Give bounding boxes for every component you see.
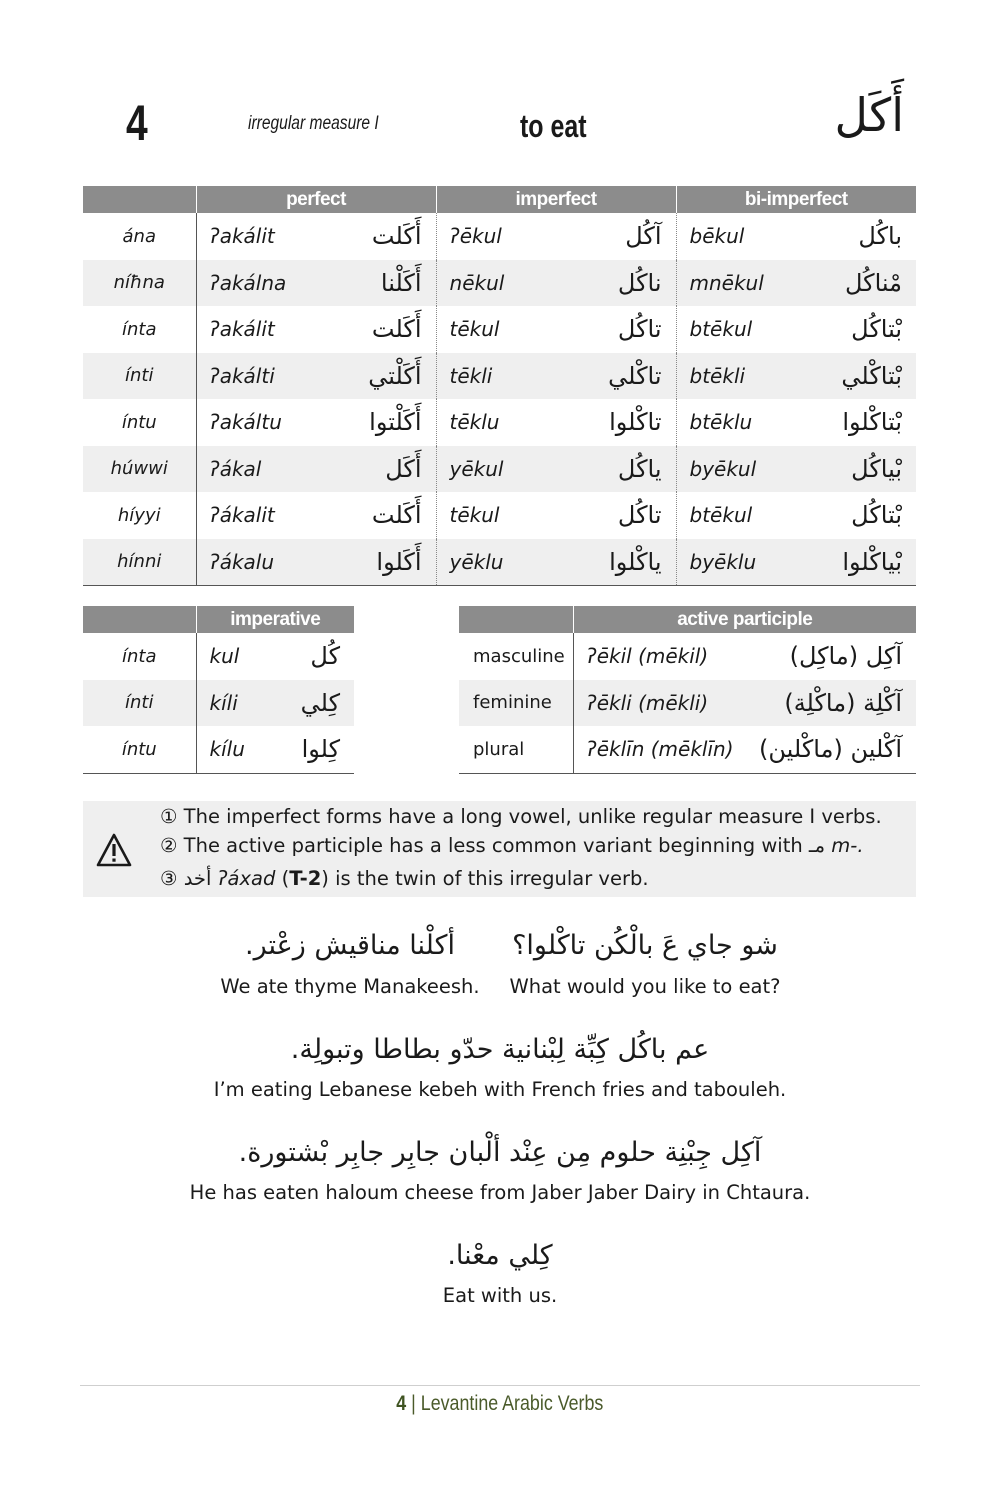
- note-line-3-open: (: [275, 867, 290, 890]
- participle-arabic: آكْلين (ماكْلين): [745, 726, 916, 773]
- pronoun: ínta: [83, 306, 196, 353]
- table-row: [459, 680, 916, 727]
- bi-imperfect-transliteration: btēkul: [689, 317, 753, 342]
- verb-meaning: to eat: [520, 108, 587, 144]
- imperative-arabic: كِلوا: [275, 726, 354, 773]
- imperfect-transliteration: tēkli: [436, 353, 556, 400]
- table-row: [83, 260, 916, 307]
- perfect-transliteration: ʔakáltu: [209, 410, 282, 435]
- table-row: [83, 726, 354, 773]
- bi-imperfect-arabic: بْتاكْلوا: [842, 408, 903, 437]
- note-line-3-transliteration: ʔáxad: [211, 867, 276, 890]
- imperative-arabic: كِلي: [275, 680, 354, 727]
- table-row: [83, 539, 916, 586]
- note-line-3-reference[interactable]: T-2: [289, 867, 322, 890]
- header-blank: [83, 186, 196, 213]
- perfect-arabic: أَكَلْتي: [316, 353, 436, 400]
- pronoun: níħna: [83, 260, 196, 307]
- imperfect-transliteration: yēkul: [436, 446, 556, 493]
- example-arabic: شو جاي عَ بالْكُن تاكْلوا؟: [512, 930, 778, 961]
- perfect-arabic: أَكَلت: [316, 213, 436, 260]
- header-blank: [83, 606, 196, 633]
- bi-imperfect-arabic: بْياكْلوا: [796, 539, 916, 586]
- example-arabic: أكلْنا مناقيش زعْتر.: [245, 930, 455, 961]
- table-row: [459, 726, 916, 773]
- table-row: [83, 446, 916, 493]
- verb-arabic-title: أَكَل: [834, 88, 904, 142]
- note-line-2-text: ② The active participle has a less common variant beginning with: [160, 834, 809, 857]
- perfect-arabic: أَكَل: [316, 446, 436, 493]
- header-imperative: imperative: [196, 606, 354, 633]
- perfect-transliteration: ʔákalit: [209, 503, 275, 528]
- imperfect-arabic: تاكْلوا: [556, 399, 676, 446]
- perfect-transliteration: ʔakálna: [196, 260, 316, 307]
- conjugation-table: [83, 186, 916, 586]
- perfect-transliteration: ʔakálit: [209, 317, 275, 342]
- participle-table: [459, 606, 916, 774]
- pronoun: ínta: [83, 633, 196, 680]
- imperative-transliteration: kílu: [196, 726, 275, 773]
- bi-imperfect-transliteration: byēkul: [676, 446, 796, 493]
- participle-label: masculine: [459, 633, 573, 680]
- imperfect-transliteration: nēkul: [436, 260, 556, 307]
- bi-imperfect-arabic: بْتاكْلي: [796, 353, 916, 400]
- pronoun: íntu: [83, 399, 196, 446]
- perfect-transliteration: ʔakálit: [209, 224, 275, 249]
- note-line-3-rest: ) is the twin of this irregular verb.: [321, 867, 649, 890]
- bi-imperfect-arabic: باكُل: [858, 222, 903, 251]
- imperfect-arabic: ياكُل: [556, 446, 676, 493]
- participle-arabic: آكْلِة (ماكْلِة): [745, 680, 916, 727]
- perfect-transliteration: ʔákalu: [196, 539, 316, 586]
- verb-number: 4: [126, 95, 148, 151]
- note-line-2-arabic: مـ: [808, 834, 826, 857]
- imperative-transliteration: kíli: [196, 680, 275, 727]
- imperfect-arabic: ياكْلوا: [556, 539, 676, 586]
- bi-imperfect-arabic: بْياكُل: [796, 446, 916, 493]
- perfect-transliteration: ʔakálti: [196, 353, 316, 400]
- example-arabic: عم باكُل كِبِّة لِبْنانية حدّو بطاطا وتبولِة.: [290, 1034, 710, 1065]
- imperfect-arabic: آكُل: [556, 213, 676, 260]
- table-row: [83, 492, 916, 539]
- imperfect-arabic: تاكُل: [556, 306, 676, 353]
- header-perfect: perfect: [196, 186, 436, 213]
- pronoun: hínni: [83, 539, 196, 586]
- warning-icon: [96, 833, 132, 867]
- note-line-3-arabic: أخد: [183, 867, 212, 890]
- book-title: Levantine Arabic Verbs: [420, 1392, 604, 1415]
- example-english: He has eaten haloum cheese from Jaber Jaber Dairy in Chtaura.: [189, 1181, 811, 1204]
- participle-label: plural: [459, 726, 573, 773]
- participle-transliteration: ʔēklīn (mēklīn): [573, 726, 745, 773]
- footer-divider: [80, 1385, 920, 1386]
- bi-imperfect-transliteration: btēkli: [676, 353, 796, 400]
- imperfect-transliteration: tēklu: [449, 410, 500, 435]
- example-arabic: كِلي معْنا.: [447, 1240, 553, 1271]
- example-english: We ate thyme Manakeesh.: [220, 975, 480, 998]
- table-row: [83, 306, 916, 353]
- pronoun: ána: [83, 213, 196, 260]
- verb-measure: irregular measure I: [248, 113, 379, 134]
- imperfect-arabic: ناكُل: [556, 260, 676, 307]
- example-english: What would you like to eat?: [509, 975, 781, 998]
- table-row: [83, 399, 916, 446]
- imperfect-transliteration: tēkul: [449, 503, 500, 528]
- bi-imperfect-arabic: بْتاكُل: [851, 501, 903, 530]
- note-line-3: [160, 867, 649, 890]
- bi-imperfect-transliteration: byēklu: [676, 539, 796, 586]
- pronoun: húwwi: [83, 446, 196, 493]
- header-active-participle: active participle: [573, 606, 916, 633]
- example-english: Eat with us.: [442, 1284, 558, 1307]
- bi-imperfect-transliteration: mnēkul: [676, 260, 796, 307]
- imperfect-transliteration: ʔēkul: [449, 224, 502, 249]
- note-line-1: ① The imperfect forms have a long vowel, unlike regular measure I verbs.: [160, 805, 882, 828]
- bi-imperfect-arabic: بْتاكُل: [851, 315, 903, 344]
- perfect-arabic: أَكَلت: [316, 306, 436, 353]
- participle-transliteration: ʔēkli (mēkli): [573, 680, 745, 727]
- note-line-2-suffix: m-.: [825, 834, 864, 857]
- table-row: [459, 633, 916, 680]
- bi-imperfect-transliteration: btēklu: [689, 410, 753, 435]
- note-line-3-number: ③: [160, 867, 184, 890]
- participle-arabic: آكِل (ماكِل): [789, 642, 902, 671]
- pronoun: íntu: [83, 726, 196, 773]
- table-row: [83, 633, 354, 680]
- footer: [0, 1392, 1000, 1416]
- header-imperfect: imperfect: [436, 186, 676, 213]
- bi-imperfect-transliteration: btēkul: [689, 503, 753, 528]
- imperative-transliteration: kul: [209, 644, 240, 669]
- table-row: [83, 680, 354, 727]
- header-blank: [459, 606, 573, 633]
- header-bi-imperfect: bi-imperfect: [676, 186, 916, 213]
- pronoun: ínti: [83, 680, 196, 727]
- footer-separator: |: [406, 1392, 421, 1415]
- perfect-arabic: أَكَلْنا: [316, 260, 436, 307]
- table-row: [83, 353, 916, 400]
- perfect-transliteration: ʔákal: [196, 446, 316, 493]
- perfect-arabic: أَكَلْتوا: [316, 399, 436, 446]
- imperative-arabic: كُل: [310, 642, 341, 671]
- pronoun: ínti: [83, 353, 196, 400]
- participle-label: feminine: [459, 680, 573, 727]
- participle-transliteration: ʔēkil (mēkil): [586, 644, 709, 669]
- imperfect-arabic: تاكُل: [556, 492, 676, 539]
- bi-imperfect-arabic: مْناكُل: [796, 260, 916, 307]
- pronoun: híyyi: [83, 492, 196, 539]
- perfect-arabic: أَكَلت: [316, 492, 436, 539]
- example-english: I’m eating Lebanese kebeh with French fries and tabouleh.: [213, 1078, 787, 1101]
- page-number: 4: [396, 1392, 407, 1415]
- imperfect-arabic: تاكْلي: [556, 353, 676, 400]
- note-line-2: [160, 834, 864, 857]
- imperfect-transliteration: tēkul: [449, 317, 500, 342]
- table-row: [83, 213, 916, 260]
- imperfect-transliteration: yēklu: [436, 539, 556, 586]
- perfect-arabic: أَكَلوا: [316, 539, 436, 586]
- bi-imperfect-transliteration: bēkul: [689, 224, 745, 249]
- example-arabic: آكِل جِبْنِة حلوم مِن عِنْد ألْبان جابِر جابِر بْشتورة.: [238, 1137, 762, 1168]
- imperative-table: [83, 606, 354, 774]
